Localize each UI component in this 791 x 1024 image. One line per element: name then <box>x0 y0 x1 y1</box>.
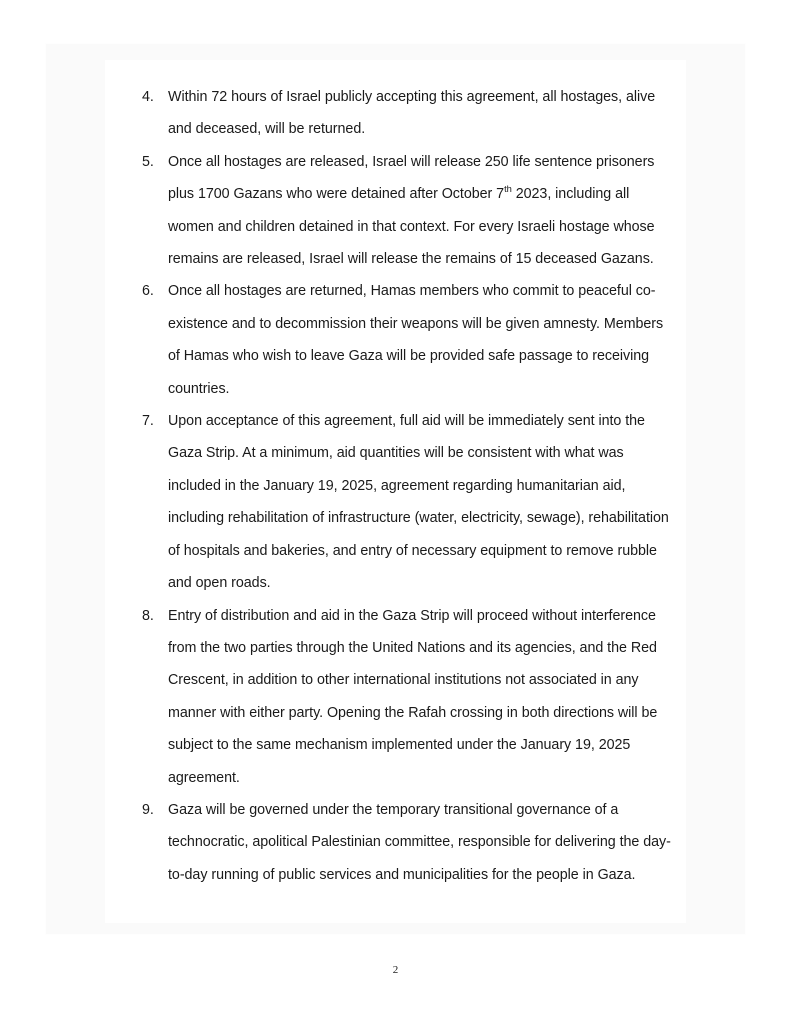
clause-text-7: Upon acceptance of this agreement, full aid will be immediately sent into the Gaza Strip. At a minimum, aid quantities will be consistent with what was included in the January 19, 2025, agreement regarding humanitarian aid, including rehabilitation of infrastructure (water, electricity, sewage), rehabilitation of hospitals and bakeries, and entry of necessary equipment to remove rubble and open roads. <box>168 413 669 592</box>
clause-item-5 <box>142 146 677 276</box>
clause-number-4: 4. <box>142 89 154 105</box>
clause-number-5: 5. <box>142 153 154 170</box>
clause-item-9 <box>142 794 677 891</box>
clause-text-4: Within 72 hours of Israel publicly accepting this agreement, all hostages, alive and deceased, will be returned. <box>168 89 656 138</box>
clause-number-8: 8. <box>142 607 154 624</box>
clause-text-6: Once all hostages are returned, Hamas members who commit to peaceful co-existence and to decommission their weapons will be given amnesty. Members of Hamas who wish to leave Gaza will be provided safe passage to receiving countries. <box>168 283 664 397</box>
clause-text-9: Gaza will be governed under the temporary transitional governance of a technocratic, apolitical Palestinian committee, responsible for delivering the day-to-day running of public services and municipalities for the people in Gaza. <box>168 801 671 883</box>
clause-item-8 <box>142 600 677 794</box>
clause-item-4 <box>142 81 677 146</box>
clause-text-5 <box>168 146 677 276</box>
page-content-area <box>105 60 686 923</box>
paper-sheet <box>46 44 745 934</box>
clause-text-5-part-2: 2023, including all women and children detained in that context. For every Israeli hostage whose remains are released, Israel will release the remains of 15 deceased Gazans. <box>168 186 655 268</box>
clause-text-8: Entry of distribution and aid in the Gaza Strip will proceed without interference from the two parties through the United Nations and its agencies, and the Red Crescent, in addition to other international institutions not associated in any manner with either party. Opening the Rafah crossing in both directions will be subject to the same mechanism implemented under the January 19, 2025 agreement. <box>168 607 658 786</box>
ordinal-superscript-th: th <box>504 183 512 195</box>
clause-item-6 <box>142 275 677 405</box>
clause-number-6: 6. <box>142 283 154 300</box>
clause-item-7 <box>142 405 677 599</box>
page-number-footer: 2 <box>392 964 399 976</box>
clause-number-9: 9. <box>142 801 154 818</box>
numbered-clause-list <box>142 81 677 891</box>
clause-text-5-part-1: Once all hostages are released, Israel will release 250 life sentence prisoners plus 1700 Gazans who were detained after October 7 <box>168 153 655 203</box>
clause-number-7: 7. <box>142 413 154 430</box>
